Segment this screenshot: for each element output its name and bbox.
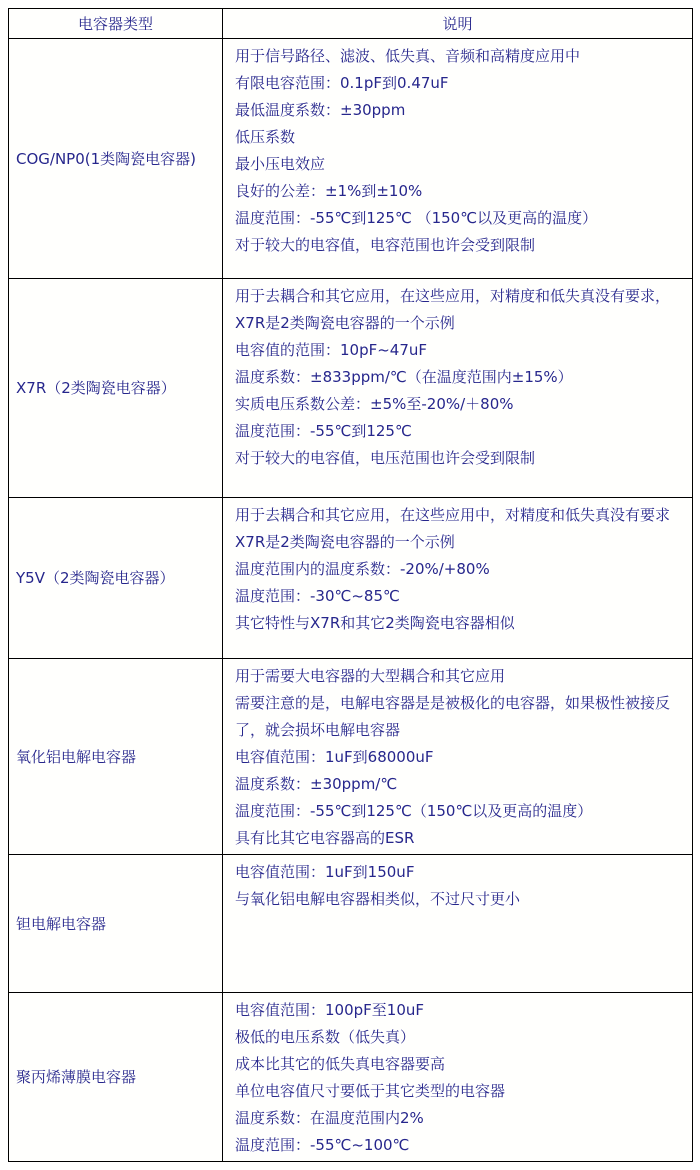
description-line: 对于较大的电容值，电压范围也许会受到限制: [235, 449, 536, 467]
description-line: 用于去耦合和其它应用，在这些应用中，对精度和低失真没有要求: [235, 506, 671, 524]
description-cell: [223, 498, 693, 659]
table-row: [9, 279, 693, 498]
description-line: 需要注意的是，电解电容器是是被极化的电容器，如果极性被接反了，就会损坏电解电容器: [235, 694, 671, 739]
description-line: 温度系数：在温度范围内2%: [235, 1109, 424, 1127]
table-row: [9, 498, 693, 659]
description-line: 极低的电压系数（低失真）: [235, 1028, 416, 1046]
description-line: 温度范围：-55℃~100℃: [235, 1136, 410, 1154]
header-row: [9, 9, 693, 39]
description-line: 具有比其它电容器高的ESR: [235, 829, 415, 847]
description-line: 最小压电效应: [235, 155, 326, 173]
description-line: 有限电容范围：0.1pF到0.47uF: [235, 74, 449, 92]
description-cell: [223, 39, 693, 279]
description-cell: [223, 993, 693, 1162]
capacitor-types-table: [8, 8, 693, 1162]
description-line: 电容值范围：1uF到150uF: [235, 863, 415, 881]
description-line: 电容值范围：100pF至10uF: [235, 1001, 425, 1019]
description-line: 低压系数: [235, 128, 296, 146]
description-line: 温度范围：-30℃~85℃: [235, 587, 400, 605]
description-line: 对于较大的电容值，电容范围也许会受到限制: [235, 236, 536, 254]
description-line: 温度范围：-55℃到125℃（150℃以及更高的温度）: [235, 802, 593, 820]
description-line: 成本比其它的低失真电容器要高: [235, 1055, 446, 1073]
description-line: 用于去耦合和其它应用，在这些应用，对精度和低失真没有要求，: [235, 287, 671, 305]
description-line: 温度范围内的温度系数：-20%/+80%: [235, 560, 490, 578]
description-line: X7R是2类陶瓷电容器的一个示例: [235, 533, 455, 551]
description-line: 用于信号路径、滤波、低失真、音频和高精度应用中: [235, 47, 581, 65]
table-row: [9, 39, 693, 279]
table-row: [9, 993, 693, 1162]
description-line: X7R是2类陶瓷电容器的一个示例: [235, 314, 455, 332]
description-line: 良好的公差：±1%到±10%: [235, 182, 423, 200]
description-line: 电容值的范围：10pF~47uF: [235, 341, 428, 359]
description-line: 其它特性与X7R和其它2类陶瓷电容器相似: [235, 614, 515, 632]
description-line: 用于需要大电容器的大型耦合和其它应用: [235, 667, 506, 685]
capacitor-type-cell: 聚丙烯薄膜电容器: [9, 993, 223, 1162]
description-cell: [223, 855, 693, 993]
capacitor-type-cell: 钽电解电容器: [9, 855, 223, 993]
description-line: 电容值范围：1uF到68000uF: [235, 748, 434, 766]
description-line: 温度系数：±30ppm/℃: [235, 775, 398, 793]
table-row: [9, 855, 693, 993]
capacitor-type-cell: 氧化铝电解电容器: [9, 659, 223, 855]
capacitor-type-cell: X7R（2类陶瓷电容器）: [9, 279, 223, 498]
header-cell-capacitor-type: 电容器类型: [9, 9, 223, 39]
capacitor-type-cell: Y5V（2类陶瓷电容器）: [9, 498, 223, 659]
table-body: [9, 39, 693, 1162]
header-cell-description: 说明: [223, 9, 693, 39]
description-line: 温度范围：-55℃到125℃: [235, 422, 412, 440]
description-line: 实质电压系数公差：±5%至-20%/＋80%: [235, 395, 514, 413]
table-row: [9, 659, 693, 855]
description-line: 温度系数：±833ppm/℃（在温度范围内±15%）: [235, 368, 573, 386]
description-line: 最低温度系数：±30ppm: [235, 101, 406, 119]
description-line: 温度范围：-55℃到125℃ （150℃以及更高的温度）: [235, 209, 598, 227]
capacitor-type-cell: COG/NP0(1类陶瓷电容器): [9, 39, 223, 279]
description-line: 与氧化铝电解电容器相类似，不过尺寸更小: [235, 890, 521, 908]
description-line: 单位电容值尺寸要低于其它类型的电容器: [235, 1082, 506, 1100]
description-cell: [223, 279, 693, 498]
description-cell: [223, 659, 693, 855]
